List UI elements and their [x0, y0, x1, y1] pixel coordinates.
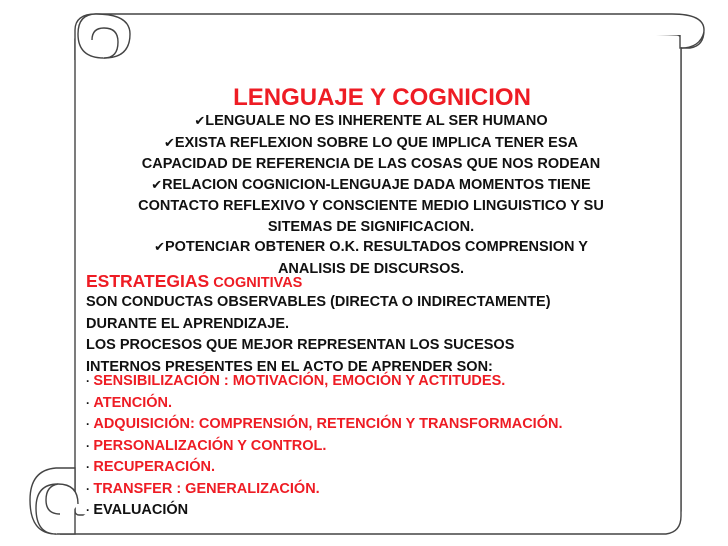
strategies-list [86, 371, 666, 522]
bullet-icon: · [86, 438, 94, 453]
bullet-icon: · [86, 374, 94, 388]
check-item-text: CONTACTO REFLEXIVO Y CONSCIENTE MEDIO LINGUISTICO Y SU [138, 198, 604, 214]
strategy-item-text: ADQUISICIÓN: COMPRENSIÓN, RETENCIÓN Y TRANSFORMACIÓN. [93, 416, 563, 432]
check-item-text: EXISTA REFLEXION SOBRE LO QUE IMPLICA TENER ESA [174, 134, 578, 151]
strategy-item-text: RECUPERACIÓN. [93, 459, 215, 475]
strategy-item-text: PERSONALIZACIÓN Y CONTROL. [93, 437, 327, 454]
strategy-item [86, 457, 666, 479]
slide-content [86, 85, 656, 279]
check-item-line [86, 175, 656, 197]
strategy-item [86, 414, 666, 436]
check-item-line [86, 237, 656, 259]
strategies-body [86, 292, 666, 378]
check-item-text: ANALISIS DE DISCURSOS. [277, 260, 465, 277]
check-item-line [86, 111, 656, 133]
bullet-icon: · [86, 481, 94, 496]
bullet-icon: · [86, 460, 94, 474]
checkmark-icon: ✔ [154, 240, 165, 255]
check-item-line [86, 154, 656, 175]
check-item-line [86, 196, 656, 217]
check-item-text: LENGUALE NO ES INHERENTE AL SER HUMANO [205, 113, 548, 129]
strategies-body-line: DURANTE EL APRENDIZAJE. [86, 315, 290, 332]
strategies-heading-word-2: COGNITIVAS [213, 275, 303, 291]
check-item-line [86, 133, 656, 155]
strategy-item-text: EVALUACIÓN [93, 502, 189, 518]
slide-title: LENGUAJE Y COGNICION [233, 84, 531, 111]
checkmark-icon: ✔ [151, 177, 163, 193]
bullet-icon: · [86, 417, 94, 431]
checkmark-icon: ✔ [164, 135, 175, 151]
strategies-body-line: INTERNOS PRESENTES EN EL ACTO DE APRENDER SON: [86, 358, 493, 375]
bullet-icon: · [86, 395, 94, 410]
check-item-line [86, 217, 656, 238]
check-item-text: RELACION COGNICION-LENGUAJE DADA MOMENTOS TIENE [162, 176, 591, 193]
checkmark-icon: ✔ [194, 114, 206, 129]
strategy-item [86, 393, 666, 415]
strategy-item [86, 479, 666, 501]
bullet-icon: · [86, 503, 94, 517]
strategies-body-line: SON CONDUCTAS OBSERVABLES (DIRECTA O INDIRECTAMENTE) [86, 294, 551, 310]
check-item-text: CAPACIDAD DE REFERENCIA DE LAS COSAS QUE NOS RODEAN [141, 156, 601, 172]
strategies-heading [86, 271, 666, 295]
strategy-item [86, 371, 666, 393]
strategy-item [86, 436, 666, 458]
check-list [86, 111, 656, 279]
strategies-body-line: LOS PROCESOS QUE MEJOR REPRESENTAN LOS SUCESOS [86, 337, 515, 353]
check-item-text: SITEMAS DE SIGNIFICACION. [267, 218, 475, 235]
check-item-text: POTENCIAR OBTENER O.K. RESULTADOS COMPRENSION Y [164, 239, 588, 255]
strategies-heading-word: ESTRATEGIAS [86, 271, 210, 291]
strategy-item-text: TRANSFER : GENERALIZACIÓN. [93, 480, 320, 497]
strategy-item-text: SENSIBILIZACIÓN : MOTIVACIÓN, EMOCIÓN Y ACTITUDES. [93, 373, 506, 389]
strategy-item-text: ATENCIÓN. [93, 394, 173, 411]
strategy-item [86, 500, 666, 522]
